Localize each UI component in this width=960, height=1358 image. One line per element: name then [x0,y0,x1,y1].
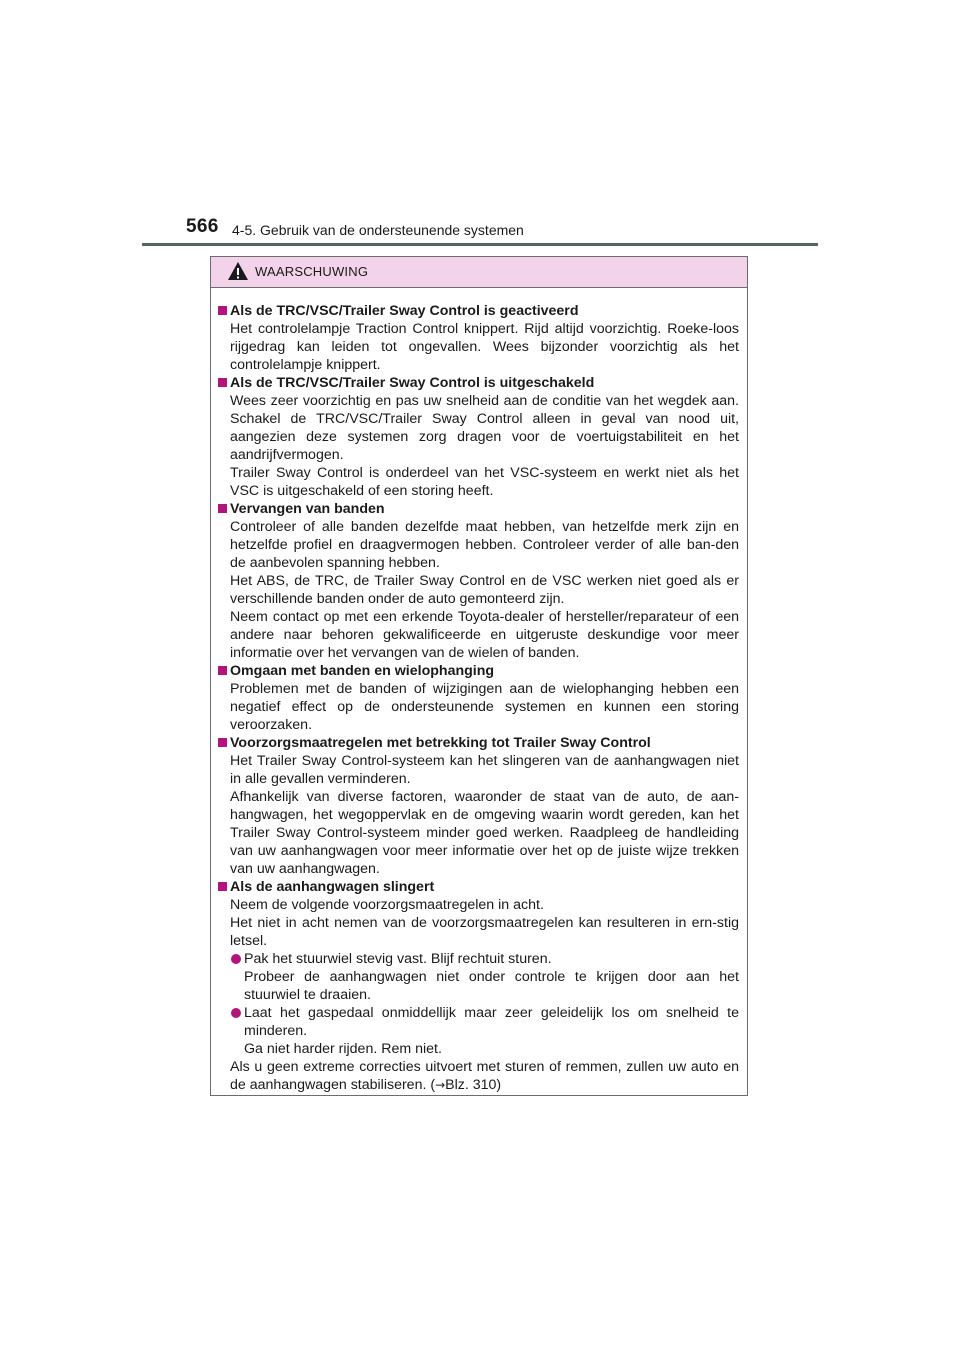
section-heading: Als de aanhangwagen slingert [230,879,435,895]
paragraph: Neem de volgende voorzorgsmaatregelen in acht. [230,897,544,913]
section-heading: Als de TRC/VSC/Trailer Sway Control is uitgeschakeld [230,375,595,391]
paragraph: Het Trailer Sway Control-systeem kan het slingeren van de aanhangwagen niet in alle gevallen verminderen. [230,753,739,787]
paragraph: Het controlelampje Traction Control knippert. Rijd altijd voorzichtig. Roeke-loos rijgedrag kan leiden tot ongevallen. Wees bijzonder voorzichtig als het controlelampje knippert. [230,321,739,373]
warning-section [218,374,739,500]
warning-triangle-icon [227,261,249,281]
closing-text: Als u geen extreme correcties uitvoert met sturen of remmen, zullen uw auto en de aanhangwagen stabiliseren. ( [230,1059,739,1093]
closing-paragraph [230,1058,739,1094]
warning-section [218,734,739,878]
bullet-subtext: Ga niet harder rijden. Rem niet. [244,1041,442,1057]
section-heading: Omgaan met banden en wielophanging [230,663,495,679]
section-heading: Vervangen van banden [230,501,385,517]
paragraph: Het niet in acht nemen van de voorzorgsmaatregelen kan resulteren in ern-stig letsel. [230,915,739,949]
bullet-subtext: Probeer de aanhangwagen niet onder controle te krijgen door aan het stuurwiel te draaien. [244,969,739,1003]
warning-section [218,878,739,1094]
paragraph: Neem contact op met een erkende Toyota-dealer of hersteller/reparateur of een andere naar behoren gekwalificeerde en uitgeruste deskundige voor meer informatie over het vervangen van de wielen of banden. [230,609,739,661]
paragraph: Trailer Sway Control is onderdeel van het VSC-systeem en werkt niet als het VSC is uitgeschakeld of een storing heeft. [230,465,739,499]
square-bullet-icon [218,738,227,747]
paragraph: Controleer of alle banden dezelfde maat hebben, van hetzelfde merk zijn en hetzelfde profiel en draagvermogen hebben. Controleer verder of alle ban-den de aanbevolen spanning hebben. [230,519,739,571]
warning-header [211,257,747,288]
section-title: 4-5. Gebruik van de ondersteunende systemen [232,222,524,238]
warning-body [211,288,747,1094]
circle-bullet-icon [231,1008,241,1018]
paragraph: Problemen met de banden of wijzigingen aan de wielophanging hebben een negatief effect op de ondersteunende systemen en kunnen een storing veroorzaken. [230,681,739,733]
square-bullet-icon [218,306,227,315]
square-bullet-icon [218,378,227,387]
bullet-text: Laat het gaspedaal onmiddellijk maar zeer geleidelijk los om snelheid te minderen. [244,1005,739,1039]
section-heading: Als de TRC/VSC/Trailer Sway Control is geactiveerd [230,303,579,319]
square-bullet-icon [218,504,227,513]
paragraph: Wees zeer voorzichtig en pas uw snelheid aan de conditie van het wegdek aan. Schakel de TRC/VSC/Trailer Sway Control alleen in geval van nood uit, aangezien deze systemen zorg dragen voor de voertuigstabiliteit en het aandrijfvermogen. [230,393,739,463]
page-number: 566 [186,216,219,237]
circle-bullet-icon [231,954,241,964]
warning-box [210,256,748,1096]
square-bullet-icon [218,882,227,891]
warning-title: WAARSCHUWING [255,264,369,279]
page-reference-link[interactable]: Blz. 310) [445,1077,502,1093]
bullet-text: Pak het stuurwiel stevig vast. Blijf rechtuit sturen. [244,951,552,967]
warning-section [218,302,739,374]
header-rule [142,243,818,246]
paragraph: Het ABS, de TRC, de Trailer Sway Control en de VSC werken niet goed als er verschillende banden onder de auto gemonteerd zijn. [230,573,739,607]
warning-section [218,500,739,662]
list-item [230,950,739,1004]
warning-section [218,662,739,734]
paragraph: Afhankelijk van diverse factoren, waaronder de staat van de auto, de aan-hangwagen, het wegoppervlak en de omgeving waarin wordt gereden, kan het Trailer Sway Control-systeem minder goed werken. Raadpleeg de handleiding van uw aanhangwagen voor meer informatie over het op de juiste wijze trekken van uw aanhangwagen. [230,789,739,877]
square-bullet-icon [218,666,227,675]
list-item [230,1004,739,1058]
arrow-right-icon: → [435,1078,446,1092]
section-heading: Voorzorgsmaatregelen met betrekking tot Trailer Sway Control [230,735,651,751]
